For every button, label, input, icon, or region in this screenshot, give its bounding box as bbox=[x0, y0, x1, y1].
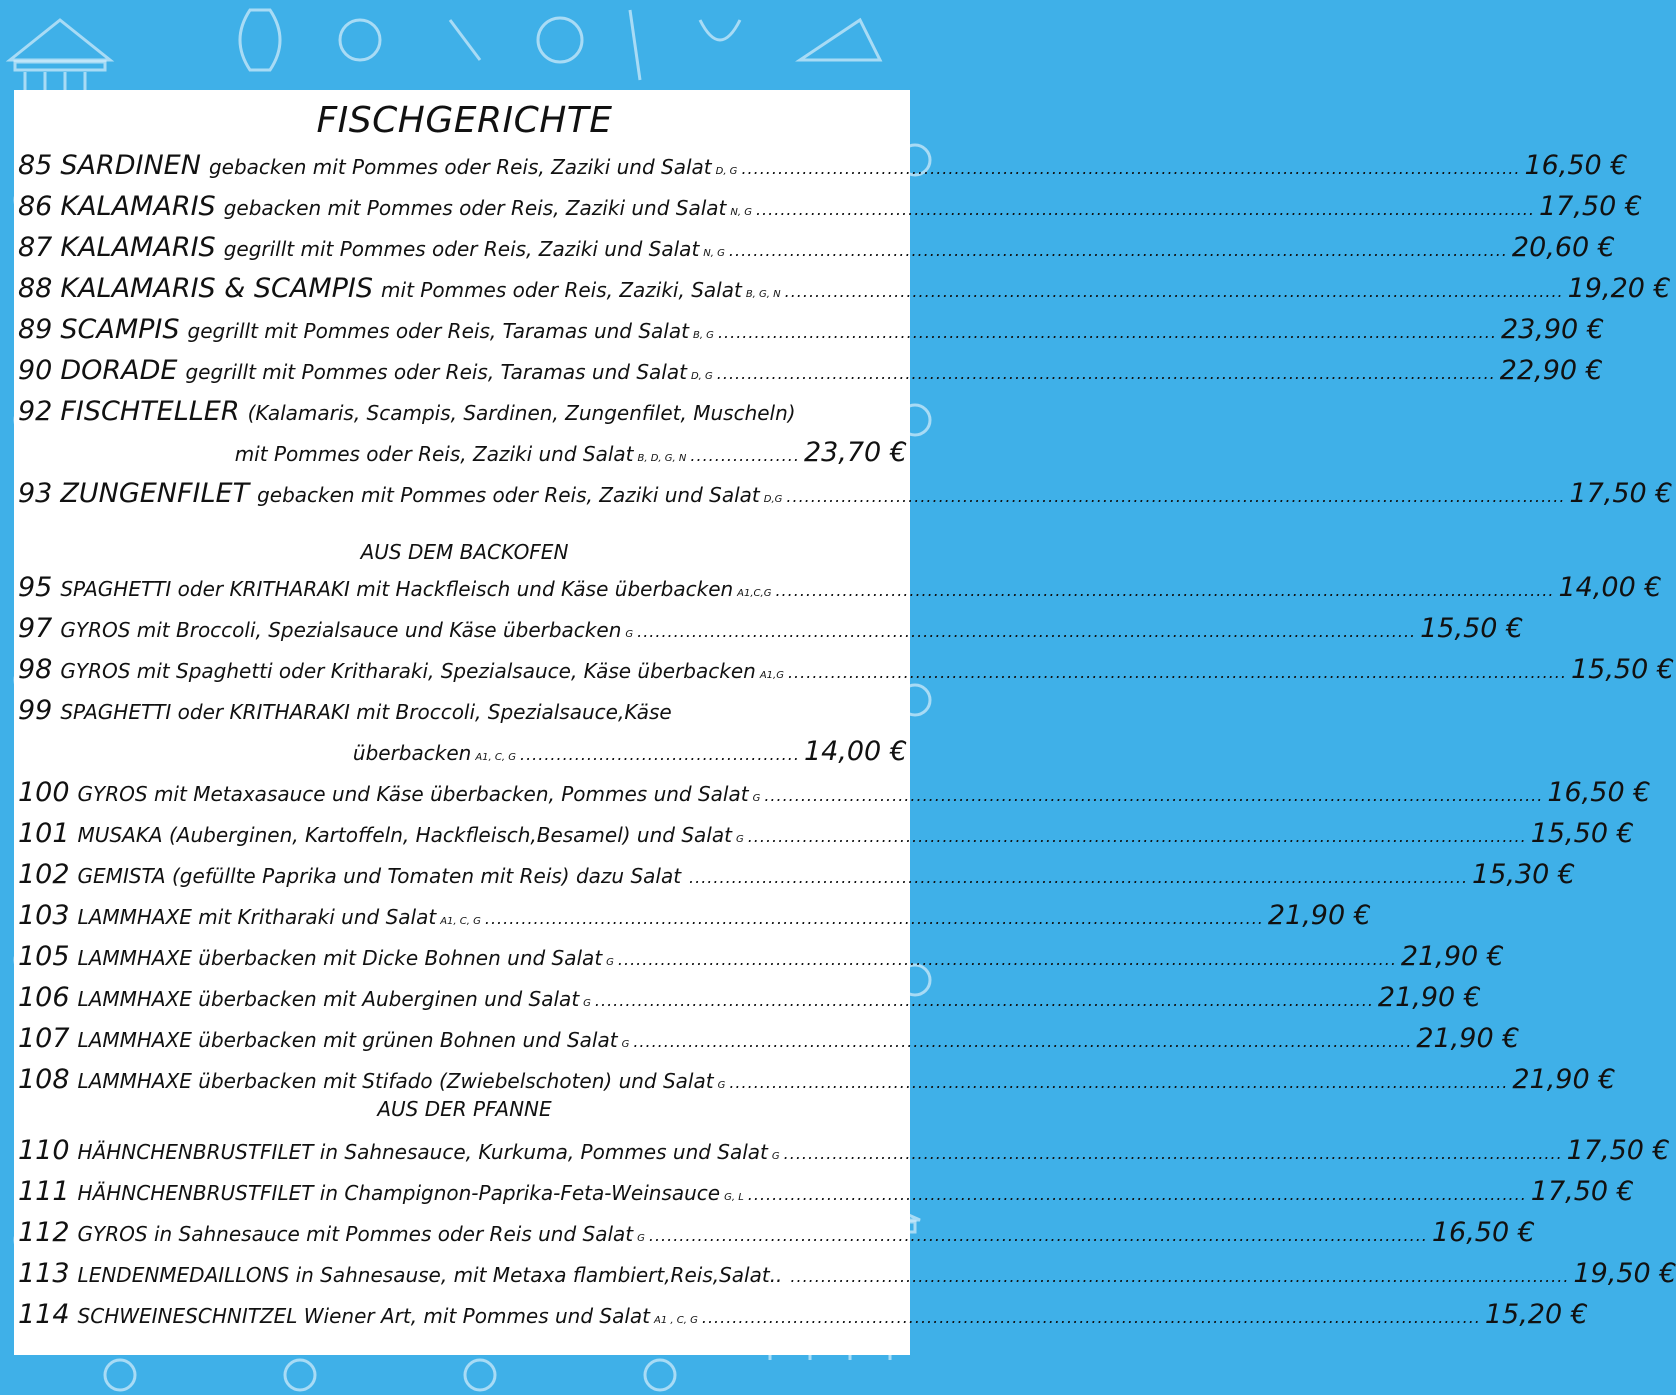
item-description: gegrillt mit Pommes oder Reis, Taramas und Salat bbox=[185, 360, 687, 384]
menu-item bbox=[18, 1176, 1634, 1216]
menu-item bbox=[18, 150, 1628, 190]
item-number: 110 bbox=[18, 1135, 70, 1166]
menu-item bbox=[18, 1217, 1535, 1257]
menu-item bbox=[18, 191, 1643, 231]
item-price: 21,90 € bbox=[1400, 941, 1504, 972]
item-description: gegrillt mit Pommes oder Reis, Zaziki und Salat bbox=[223, 237, 700, 261]
menu-item bbox=[18, 859, 1576, 899]
item-description: MUSAKA (Auberginen, Kartoffeln, Hackfleisch,Besamel) und Salat bbox=[77, 823, 732, 847]
item-number: 95 bbox=[18, 572, 53, 603]
leader-dots: ................................................................................................................................ bbox=[484, 909, 1264, 928]
allergen-codes: G bbox=[735, 834, 744, 845]
item-number: 111 bbox=[18, 1176, 70, 1207]
menu-item bbox=[18, 941, 1504, 981]
section-heading: AUS DER PFANNE bbox=[377, 1097, 552, 1121]
item-number: 112 bbox=[18, 1217, 70, 1248]
item-price: 22,90 € bbox=[1499, 355, 1603, 386]
allergen-codes: B, G, N bbox=[745, 289, 781, 300]
menu-item bbox=[18, 1258, 1676, 1298]
allergen-codes: D,G bbox=[763, 494, 783, 505]
item-number: 90 bbox=[18, 355, 53, 386]
allergen-codes: G bbox=[752, 793, 761, 804]
allergen-codes: A1,C,G bbox=[737, 588, 772, 599]
allergen-codes: G bbox=[606, 957, 614, 968]
item-name: KALAMARIS bbox=[60, 232, 216, 263]
item-price: 20,60 € bbox=[1511, 232, 1615, 263]
item-name: SCAMPIS bbox=[60, 314, 180, 345]
item-price: 16,50 € bbox=[1524, 150, 1628, 181]
item-price: 15,30 € bbox=[1472, 859, 1576, 890]
item-number: 87 bbox=[18, 232, 53, 263]
item-number: 113 bbox=[18, 1258, 70, 1289]
leader-dots: ................................................................................................................................ bbox=[716, 364, 1496, 383]
item-price: 15,50 € bbox=[1570, 654, 1675, 685]
allergen-codes: G bbox=[771, 1151, 780, 1162]
item-number: 97 bbox=[18, 613, 53, 644]
menu-item bbox=[18, 982, 1481, 1022]
leader-dots: ................................................................................................................................ bbox=[747, 1185, 1527, 1204]
allergen-codes: B, G bbox=[692, 330, 714, 341]
allergen-codes: B, D, G, N bbox=[637, 453, 687, 464]
item-description: GYROS mit Spaghetti oder Kritharaki, Spezialsauce, Käse überbacken bbox=[60, 659, 756, 683]
item-description: GYROS mit Broccoli, Spezialsauce und Käse überbacken bbox=[60, 618, 622, 642]
item-price: 14,00 € bbox=[1558, 572, 1662, 603]
allergen-codes: A1, C, G bbox=[440, 916, 481, 927]
item-price: 15,50 € bbox=[1420, 613, 1524, 644]
item-number: 103 bbox=[18, 900, 70, 931]
menu-item bbox=[18, 314, 1604, 354]
item-price: 16,50 € bbox=[1547, 777, 1651, 808]
item-name: SARDINEN bbox=[60, 150, 201, 181]
item-price: 17,50 € bbox=[1530, 1176, 1634, 1207]
menu-item bbox=[18, 1023, 1520, 1063]
item-description: HÄHNCHENBRUSTFILET in Sahnesauce, Kurkuma, Pommes und Salat bbox=[77, 1140, 768, 1164]
leader-dots: .................. bbox=[690, 446, 800, 465]
item-number: 86 bbox=[18, 191, 53, 222]
menu-item bbox=[18, 572, 1662, 612]
item-price: 17,50 € bbox=[1538, 191, 1643, 222]
item-number: 99 bbox=[18, 695, 53, 726]
item-price: 23,70 € bbox=[803, 437, 907, 468]
item-description: LAMMHAXE überbacken mit grünen Bohnen und Salat bbox=[77, 1028, 618, 1052]
leader-dots: ................................................................................................................................ bbox=[783, 1144, 1563, 1163]
allergen-codes: G bbox=[621, 1039, 630, 1050]
item-number: 93 bbox=[18, 478, 53, 509]
leader-dots: ................................................................................................................................ bbox=[617, 950, 1397, 969]
allergen-codes: N, G bbox=[703, 248, 725, 259]
menu-item bbox=[18, 695, 910, 735]
allergen-codes: A1 , C, G bbox=[654, 1315, 698, 1326]
item-description: gegrillt mit Pommes oder Reis, Taramas und Salat bbox=[187, 319, 689, 343]
leader-dots: ................................................................................................................................ bbox=[787, 663, 1567, 682]
item-number: 88 bbox=[18, 273, 53, 304]
item-description: LAMMHAXE überbacken mit Stifado (Zwiebelschoten) und Salat bbox=[77, 1069, 714, 1093]
allergen-codes: A1,G bbox=[759, 670, 784, 681]
item-number: 98 bbox=[18, 654, 53, 685]
item-description: SPAGHETTI oder KRITHARAKI mit Broccoli, Spezialsauce,Käse bbox=[60, 700, 672, 724]
leader-dots: ................................................................................................................................ bbox=[717, 323, 1497, 342]
item-price: 17,50 € bbox=[1569, 478, 1673, 509]
menu-item bbox=[18, 613, 1524, 653]
item-description: mit Pommes oder Reis, Zaziki, Salat bbox=[381, 278, 742, 302]
item-number: 105 bbox=[18, 941, 70, 972]
item-description: LAMMHAXE überbacken mit Auberginen und Salat bbox=[77, 987, 580, 1011]
leader-dots: ................................................................................................................................ bbox=[764, 786, 1544, 805]
item-number: 85 bbox=[18, 150, 53, 181]
menu-item bbox=[18, 777, 1651, 817]
allergen-codes: G bbox=[717, 1080, 726, 1091]
item-number: 114 bbox=[18, 1299, 70, 1330]
menu-item bbox=[18, 818, 1634, 858]
allergen-codes: A1, C, G bbox=[475, 752, 516, 763]
item-description: gebacken mit Pommes oder Reis, Zaziki und Salat bbox=[223, 196, 727, 220]
item-price: 15,20 € bbox=[1484, 1299, 1588, 1330]
item-number: 100 bbox=[18, 777, 70, 808]
leader-dots: ................................................................................................................................ bbox=[786, 487, 1566, 506]
item-price: 21,90 € bbox=[1267, 900, 1371, 931]
menu-item bbox=[18, 654, 1675, 694]
item-price: 21,90 € bbox=[1416, 1023, 1520, 1054]
item-price: 17,50 € bbox=[1566, 1135, 1670, 1166]
section-heading: AUS DEM BACKOFEN bbox=[360, 540, 569, 564]
menu-item bbox=[18, 1299, 1588, 1339]
leader-dots: ................................................................................................................................ bbox=[784, 282, 1564, 301]
item-price: 19,20 € bbox=[1567, 273, 1671, 304]
leader-dots: ................................................................................................................................ bbox=[775, 581, 1555, 600]
leader-dots: ................................................................................................................................ bbox=[728, 241, 1508, 260]
allergen-codes: G bbox=[625, 629, 634, 640]
leader-dots: ................................................................................................................................ bbox=[594, 991, 1374, 1010]
item-name: DORADE bbox=[60, 355, 178, 386]
leader-dots: .............................................. bbox=[519, 745, 800, 764]
leader-dots: ................................................................................................................................ bbox=[741, 159, 1521, 178]
item-number: 92 bbox=[18, 396, 53, 427]
page-title: FISCHGERICHTE bbox=[316, 100, 613, 141]
menu-item-continuation bbox=[353, 736, 907, 776]
leader-dots: ................................................................................................................................ bbox=[755, 200, 1535, 219]
item-description: LENDENMEDAILLONS in Sahnesause, mit Metaxa flambiert,Reis,Salat.. bbox=[77, 1263, 783, 1287]
item-description: LAMMHAXE mit Kritharaki und Salat bbox=[77, 905, 437, 929]
allergen-codes: G bbox=[637, 1233, 645, 1244]
item-description: mit Pommes oder Reis, Zaziki und Salat bbox=[234, 442, 634, 466]
menu-item bbox=[18, 900, 1371, 940]
item-number: 101 bbox=[18, 818, 70, 849]
item-price: 21,90 € bbox=[1377, 982, 1481, 1013]
allergen-codes: N, G bbox=[730, 207, 752, 218]
leader-dots: ................................................................................................................................ bbox=[637, 622, 1417, 641]
allergen-codes: D, G bbox=[690, 371, 713, 382]
leader-dots: ................................................................................................................................ bbox=[790, 1267, 1570, 1286]
menu-item bbox=[18, 478, 1673, 518]
item-description: SPAGHETTI oder KRITHARAKI mit Hackfleisch und Käse überbacken bbox=[60, 577, 734, 601]
leader-dots: ................................................................................................................................ bbox=[701, 1308, 1481, 1327]
item-description: gebacken mit Pommes oder Reis, Zaziki und Salat bbox=[208, 155, 712, 179]
menu-item bbox=[18, 355, 1603, 395]
item-description: HÄHNCHENBRUSTFILET in Champignon-Paprika-Feta-Weinsauce bbox=[77, 1181, 721, 1205]
leader-dots: ................................................................................................................................ bbox=[648, 1226, 1428, 1245]
menu-item bbox=[18, 1135, 1670, 1175]
item-description: GEMISTA (gefüllte Paprika und Tomaten mit Reis) dazu Salat bbox=[77, 864, 682, 888]
menu-item bbox=[18, 396, 910, 436]
item-name: KALAMARIS & SCAMPIS bbox=[60, 273, 374, 304]
leader-dots: ................................................................................................................................ bbox=[689, 868, 1469, 887]
item-price: 16,50 € bbox=[1431, 1217, 1535, 1248]
leader-dots: ................................................................................................................................ bbox=[729, 1073, 1509, 1092]
allergen-codes: G, L bbox=[724, 1192, 744, 1203]
item-name: FISCHTELLER bbox=[60, 396, 240, 427]
item-description: (Kalamaris, Scampis, Sardinen, Zungenfilet, Muscheln) bbox=[247, 401, 796, 425]
item-description: GYROS mit Metaxasauce und Käse überbacken, Pommes und Salat bbox=[77, 782, 749, 806]
leader-dots: ................................................................................................................................ bbox=[633, 1032, 1413, 1051]
item-description: SCHWEINESCHNITZEL Wiener Art, mit Pommes und Salat bbox=[77, 1304, 651, 1328]
leader-dots: ................................................................................................................................ bbox=[747, 827, 1527, 846]
item-price: 21,90 € bbox=[1512, 1064, 1616, 1095]
item-price: 19,50 € bbox=[1573, 1258, 1676, 1289]
item-price: 15,50 € bbox=[1530, 818, 1634, 849]
item-name: ZUNGENFILET bbox=[60, 478, 250, 509]
menu-item bbox=[18, 273, 1671, 313]
item-number: 89 bbox=[18, 314, 53, 345]
item-number: 102 bbox=[18, 859, 70, 890]
item-number: 106 bbox=[18, 982, 70, 1013]
item-number: 108 bbox=[18, 1064, 70, 1095]
allergen-codes: G bbox=[583, 998, 591, 1009]
menu-item bbox=[18, 232, 1615, 272]
item-number: 107 bbox=[18, 1023, 70, 1054]
allergen-codes: D, G bbox=[715, 166, 738, 177]
item-price: 14,00 € bbox=[803, 736, 907, 767]
item-description: überbacken bbox=[352, 741, 472, 765]
item-description: LAMMHAXE überbacken mit Dicke Bohnen und Salat bbox=[77, 946, 603, 970]
menu-item-continuation bbox=[235, 437, 907, 477]
item-price: 23,90 € bbox=[1500, 314, 1604, 345]
item-description: GYROS in Sahnesauce mit Pommes oder Reis und Salat bbox=[77, 1222, 634, 1246]
item-name: KALAMARIS bbox=[60, 191, 216, 222]
item-description: gebacken mit Pommes oder Reis, Zaziki und Salat bbox=[257, 483, 760, 507]
